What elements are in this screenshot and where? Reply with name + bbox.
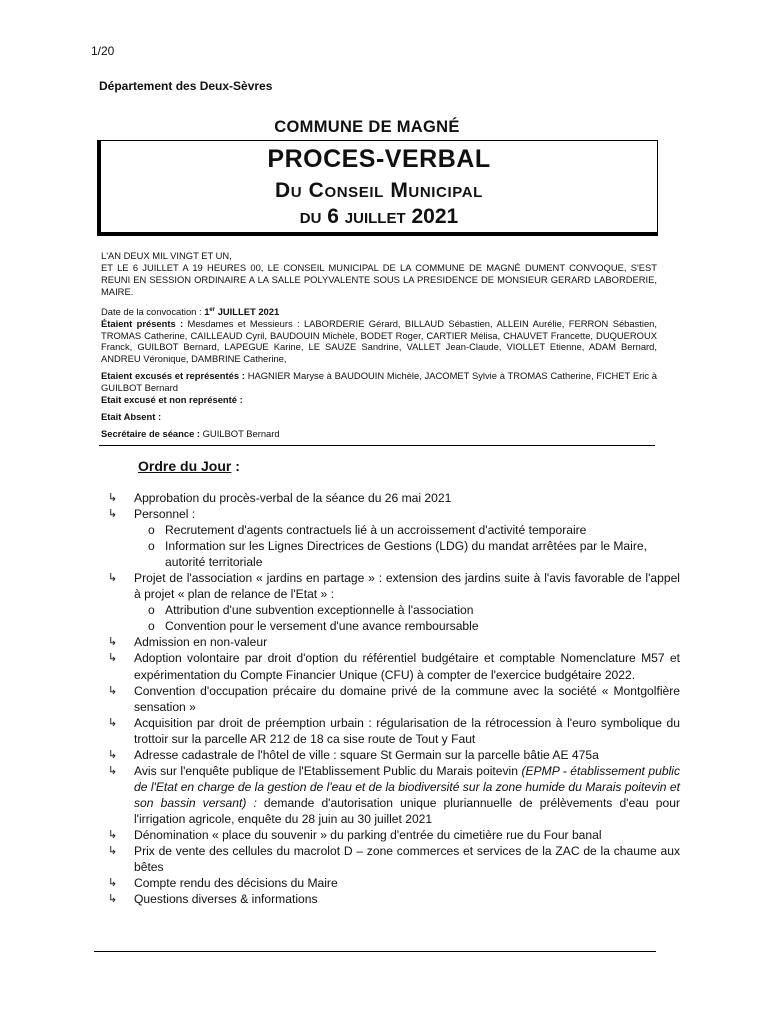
agenda-list	[100, 490, 680, 907]
agenda-item	[100, 747, 680, 763]
agenda-item-text: Avis sur l'enquête publique de l'Etablissement Public du Marais poitevin	[134, 763, 522, 778]
agenda-item-text: Dénomination « place du souvenir » du parking d'entrée du cimetière rue du Four banal	[134, 827, 602, 842]
arrow-icon: ↳	[108, 492, 118, 504]
agenda-subitem-text: Recrutement d'agents contractuels lié à un accroissement d'activité temporaire	[165, 523, 587, 538]
presents-list: Mesdames et Messieurs : LABORDERIE Gérard, BILLAUD Sébastien, ALLEIN Aurélie, FERRON Sébastien, TROMAS Catherine, CAILLEAUD Cyril, BAUDOUIN Michèle, BODET Roger, CARTIER Mélisa, CHAUVET Francette, DUQUEROUX Franck, GUILBOT Bernard, LAPEGUE Karine, LE SAUZE Sandrine, VALLET Jean-Claude, VIOLLET Etienne, ADAM Bernard, ANDREU Véronique, DAMBRINE Catherine,	[101, 317, 657, 365]
agenda-item-text: Questions diverses & informations	[134, 892, 318, 907]
agenda-item-text: Personnel :	[134, 507, 196, 522]
divider-top	[99, 445, 655, 446]
agenda-item-text: Compte rendu des décisions du Maire	[134, 876, 338, 891]
agenda-item	[100, 843, 680, 875]
agenda-item	[100, 827, 680, 843]
agenda-heading	[138, 458, 240, 474]
excuses-paragraph	[101, 370, 657, 394]
arrow-icon: ↳	[108, 636, 118, 649]
convocation-month-year: JUILLET 2021	[217, 305, 280, 317]
arrow-icon: ↳	[108, 748, 118, 761]
agenda-item-text-continued: demande d'autorisation unique pluriannuelle de prélèvements d'eau pour l'irrigation agricole, enquête du 28 juin au 30 juillet 2021	[134, 795, 680, 826]
arrow-icon: ↳	[108, 828, 118, 841]
agenda-item	[100, 875, 680, 891]
presents-paragraph	[101, 318, 657, 366]
agenda-item-text: Admission en non-valeur	[134, 635, 268, 650]
title-year: 2021	[411, 205, 459, 228]
absent-line	[101, 411, 657, 423]
agenda-subitem-text: Convention pour le versement d'une avance remboursable	[165, 619, 479, 634]
page-number: 1/20	[91, 44, 115, 58]
epmp-description: (EPMP - établissement public de l'Etat en charge de la gestion de l'eau et de la biodiversité sur la zone humide du Marais poitevin et son bassin versant) :	[134, 763, 680, 810]
agenda-item	[100, 683, 680, 715]
arrow-icon: ↳	[108, 764, 118, 777]
agenda-item	[100, 891, 680, 907]
arrow-icon: ↳	[108, 652, 118, 665]
non-represente-label: Etait excusé et non représenté :	[101, 394, 243, 406]
convocation-line	[101, 305, 657, 318]
arrow-icon: ↳	[108, 845, 118, 858]
excuses-list: HAGNIER Maryse à BAUDOUIN Michèle, JACOMET Sylvie à TROMAS Catherine, FICHET Eric à GUILBOT Bernard	[101, 370, 657, 394]
agenda-item	[100, 650, 680, 682]
divider-bottom	[94, 951, 656, 952]
convocation-day: 1	[204, 305, 210, 317]
presents-label: Étaient présents :	[101, 317, 184, 329]
bullet-icon: o	[148, 619, 155, 634]
convocation-label: Date de la convocation :	[101, 305, 202, 317]
excuses-label: Etaient excusés et représentés :	[101, 370, 245, 382]
secretaire-name: GUILBOT Bernard	[202, 427, 280, 439]
agenda-item	[100, 506, 680, 522]
arrow-icon: ↳	[108, 572, 118, 585]
agenda-item-text: Approbation du procès-verbal de la séance du 26 mai 2021	[134, 491, 452, 505]
agenda-item	[100, 763, 680, 827]
agenda-subitem	[100, 602, 680, 618]
agenda-item	[100, 570, 680, 602]
absent-label: Etait Absent :	[101, 411, 162, 422]
agenda-subitem	[100, 618, 680, 634]
title-box	[97, 140, 658, 236]
bullet-icon: o	[148, 539, 155, 554]
agenda-item	[100, 715, 680, 747]
agenda-subitem-text: Attribution d'une subvention exceptionnelle à l'association	[165, 603, 474, 618]
agenda-subitem	[100, 538, 680, 570]
arrow-icon: ↳	[108, 508, 118, 521]
convocation-date	[204, 306, 279, 317]
agenda-subitem-text: Information sur les Lignes Directrices de Gestions (LDG) du mandat arrêtées par le Maire, autorité territoriale	[165, 539, 647, 570]
bullet-icon: o	[148, 603, 155, 618]
arrow-icon: ↳	[108, 684, 118, 697]
agenda-heading-colon: :	[231, 458, 240, 474]
session-intro	[101, 250, 657, 440]
secretaire-label: Secrétaire de séance :	[101, 427, 201, 439]
agenda-item-text: Acquisition par droit de préemption urbain : régularisation de la rétrocession à l'euro symbolique du trottoir sur la parcelle AR 212 de 18 ca sise route de Tout y Faut	[134, 715, 680, 746]
agenda-item-text: Convention d'occupation précaire du domaine privé de la commune avec la société « Montgolfière sensation »	[134, 683, 680, 714]
intro-session-text: ET LE 6 JUILLET A 19 HEURES 00, LE CONSEIL MUNICIPAL DE LA COMMUNE DE MAGNÉ DUMENT CONVOQUE, S'EST REUNI EN SESSION ORDINAIRE A LA SALLE POLYVALENTE SOUS LA PRESIDENCE DE MONSIEUR GERARD LABORDERIE, MAIRE.	[101, 261, 657, 297]
arrow-icon: ↳	[108, 716, 118, 729]
title-line-1: PROCES-VERBAL	[267, 145, 491, 173]
secretaire-line	[101, 428, 657, 440]
agenda-item-text: Adoption volontaire par droit d'option du référentiel budgétaire et comptable Nomenclature M57 et expérimentation du Compte Financier Unique (CFU) à compter de l'exercice budgétaire 2022.	[134, 651, 680, 682]
title-line-3	[101, 205, 657, 229]
agenda-item	[100, 490, 680, 506]
agenda-item	[100, 634, 680, 650]
intro-year-line: L'AN DEUX MIL VINGT ET UN,	[101, 250, 232, 261]
title-date: du 6 juillet	[299, 205, 406, 228]
bullet-icon: o	[148, 523, 155, 538]
arrow-icon: ↳	[108, 877, 118, 890]
agenda-item-text: Prix de vente des cellules du macrolot D – zone commerces et services de la ZAC de la chaume aux bêtes	[134, 844, 680, 875]
agenda-item-text: Adresse cadastrale de l'hôtel de ville : square St Germain sur la parcelle bâtie AE 475a	[134, 747, 599, 762]
agenda-heading-text: Ordre du Jour	[138, 458, 232, 474]
agenda-item-text: Projet de l'association « jardins en partage » : extension des jardins suite à l'avis favorable de l'appel à projet « plan de relance de l'Etat » :	[134, 571, 680, 602]
department-label: Département des Deux-Sèvres	[99, 79, 273, 93]
title-line-2: Du Conseil Municipal	[275, 179, 483, 202]
convocation-sup: er	[209, 306, 216, 313]
arrow-icon: ↳	[108, 893, 118, 906]
commune-heading: COMMUNE DE MAGNÉ	[274, 118, 460, 136]
agenda-subitem	[100, 522, 680, 538]
non-represente-line	[101, 394, 657, 406]
